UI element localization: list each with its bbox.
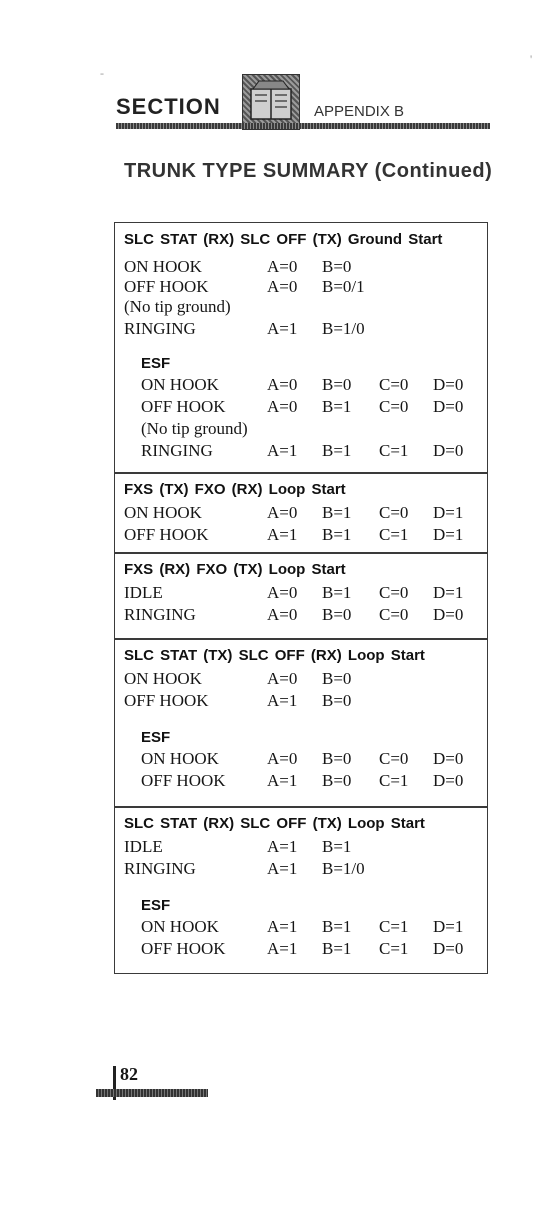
table-row xyxy=(115,859,487,881)
signal-value: D=1 xyxy=(433,525,464,544)
signal-value: B=0 xyxy=(322,669,352,688)
signal-value: A=1 xyxy=(267,771,298,790)
signal-value: A=0 xyxy=(267,277,298,296)
row-label: ON HOOK xyxy=(141,375,219,394)
row-label: IDLE xyxy=(124,583,163,602)
row-label: OFF HOOK xyxy=(124,691,209,710)
table-row xyxy=(115,419,487,441)
signal-value: A=1 xyxy=(267,691,298,710)
table-row xyxy=(115,583,487,605)
signal-value: A=0 xyxy=(267,503,298,522)
signal-value: C=1 xyxy=(379,939,409,958)
page-number: 82 xyxy=(120,1064,138,1084)
margin-speck: - xyxy=(100,66,104,80)
signal-value: C=0 xyxy=(379,749,409,768)
row-label: ON HOOK xyxy=(141,917,219,936)
table-row xyxy=(115,917,487,939)
signal-value: B=0 xyxy=(322,375,352,394)
trunk-table xyxy=(114,222,488,474)
signal-value: B=0 xyxy=(322,749,352,768)
signal-value: C=0 xyxy=(379,503,409,522)
esf-label: ESF xyxy=(141,729,171,746)
table-row xyxy=(115,503,487,525)
signal-value: B=1 xyxy=(322,583,352,602)
table-header: SLC STAT (TX) SLC OFF (RX) Loop Start xyxy=(124,647,425,664)
row-label: ON HOOK xyxy=(141,749,219,768)
row-label: OFF HOOK xyxy=(141,397,226,416)
signal-value: D=0 xyxy=(433,441,464,460)
signal-value: A=0 xyxy=(267,669,298,688)
signal-value: A=1 xyxy=(267,939,298,958)
table-header: SLC STAT (RX) SLC OFF (TX) Loop Start xyxy=(124,815,425,832)
table-header: SLC STAT (RX) SLC OFF (TX) Ground Start xyxy=(124,231,443,248)
signal-value: C=1 xyxy=(379,441,409,460)
row-label: OFF HOOK xyxy=(141,771,226,790)
table-row xyxy=(115,277,487,299)
margin-speck: ' xyxy=(530,52,533,66)
row-label: RINGING xyxy=(141,441,213,460)
row-label: (No tip ground) xyxy=(141,419,248,438)
row-label: ON HOOK xyxy=(124,503,202,522)
signal-value: A=0 xyxy=(267,605,298,624)
signal-value: A=1 xyxy=(267,441,298,460)
table-header: FXS (RX) FXO (TX) Loop Start xyxy=(124,561,346,578)
trunk-table xyxy=(114,552,488,640)
signal-value: C=0 xyxy=(379,375,409,394)
signal-value: D=0 xyxy=(433,397,464,416)
signal-value: B=0 xyxy=(322,605,352,624)
signal-value: D=1 xyxy=(433,503,464,522)
table-row xyxy=(115,669,487,691)
page-title: TRUNK TYPE SUMMARY (Continued) xyxy=(124,160,493,182)
row-label: OFF HOOK xyxy=(124,525,209,544)
signal-value: B=0 xyxy=(322,257,352,276)
section-label: SECTION xyxy=(116,94,221,119)
signal-value: A=0 xyxy=(267,397,298,416)
row-label: ON HOOK xyxy=(124,669,202,688)
signal-value: B=1 xyxy=(322,525,352,544)
signal-value: B=1 xyxy=(322,837,352,856)
table-row xyxy=(115,605,487,627)
signal-value: A=1 xyxy=(267,859,298,878)
signal-value: D=0 xyxy=(433,771,464,790)
signal-value: D=0 xyxy=(433,939,464,958)
table-header: FXS (TX) FXO (RX) Loop Start xyxy=(124,481,346,498)
table-row xyxy=(115,771,487,793)
signal-value: D=0 xyxy=(433,605,464,624)
table-row xyxy=(115,837,487,859)
signal-value: A=0 xyxy=(267,749,298,768)
row-label: IDLE xyxy=(124,837,163,856)
signal-value: C=0 xyxy=(379,605,409,624)
row-label: RINGING xyxy=(124,605,196,624)
table-row xyxy=(115,525,487,547)
signal-value: C=1 xyxy=(379,917,409,936)
signal-value: B=0 xyxy=(322,771,352,790)
row-label: ON HOOK xyxy=(124,257,202,276)
signal-value: D=1 xyxy=(433,583,464,602)
signal-value: C=1 xyxy=(379,771,409,790)
table-row xyxy=(115,319,487,341)
signal-value: D=0 xyxy=(433,375,464,394)
signal-value: A=0 xyxy=(267,375,298,394)
signal-value: A=1 xyxy=(267,917,298,936)
section-book-icon xyxy=(242,74,300,130)
table-row xyxy=(115,749,487,771)
signal-value: A=1 xyxy=(267,319,298,338)
signal-value: B=1 xyxy=(322,441,352,460)
table-row xyxy=(115,257,487,279)
row-label: OFF HOOK xyxy=(141,939,226,958)
signal-value: B=1 xyxy=(322,939,352,958)
table-row xyxy=(115,375,487,397)
table-row xyxy=(115,397,487,419)
section-rule xyxy=(116,123,490,129)
trunk-table xyxy=(114,806,488,974)
signal-value: B=1 xyxy=(322,503,352,522)
row-label: OFF HOOK xyxy=(124,277,209,296)
signal-value: D=1 xyxy=(433,917,464,936)
signal-value: C=0 xyxy=(379,583,409,602)
trunk-table xyxy=(114,472,488,554)
section-header xyxy=(116,80,490,130)
table-row xyxy=(115,297,487,319)
signal-value: B=1 xyxy=(322,397,352,416)
signal-value: B=1/0 xyxy=(322,859,365,878)
signal-value: C=1 xyxy=(379,525,409,544)
table-row xyxy=(115,441,487,463)
signal-value: C=0 xyxy=(379,397,409,416)
signal-value: A=0 xyxy=(267,583,298,602)
esf-label: ESF xyxy=(141,355,171,372)
signal-value: A=1 xyxy=(267,837,298,856)
signal-value: B=1/0 xyxy=(322,319,365,338)
page-number-bar-horizontal xyxy=(96,1089,208,1097)
table-row xyxy=(115,691,487,713)
row-label: RINGING xyxy=(124,859,196,878)
row-label: (No tip ground) xyxy=(124,297,231,316)
table-row xyxy=(115,939,487,961)
appendix-label: APPENDIX B xyxy=(314,103,405,120)
signal-value: A=1 xyxy=(267,525,298,544)
signal-value: B=0/1 xyxy=(322,277,365,296)
signal-value: B=0 xyxy=(322,691,352,710)
row-label: RINGING xyxy=(124,319,196,338)
signal-value: A=0 xyxy=(267,257,298,276)
esf-label: ESF xyxy=(141,897,171,914)
trunk-table xyxy=(114,638,488,808)
signal-value: D=0 xyxy=(433,749,464,768)
signal-value: B=1 xyxy=(322,917,352,936)
